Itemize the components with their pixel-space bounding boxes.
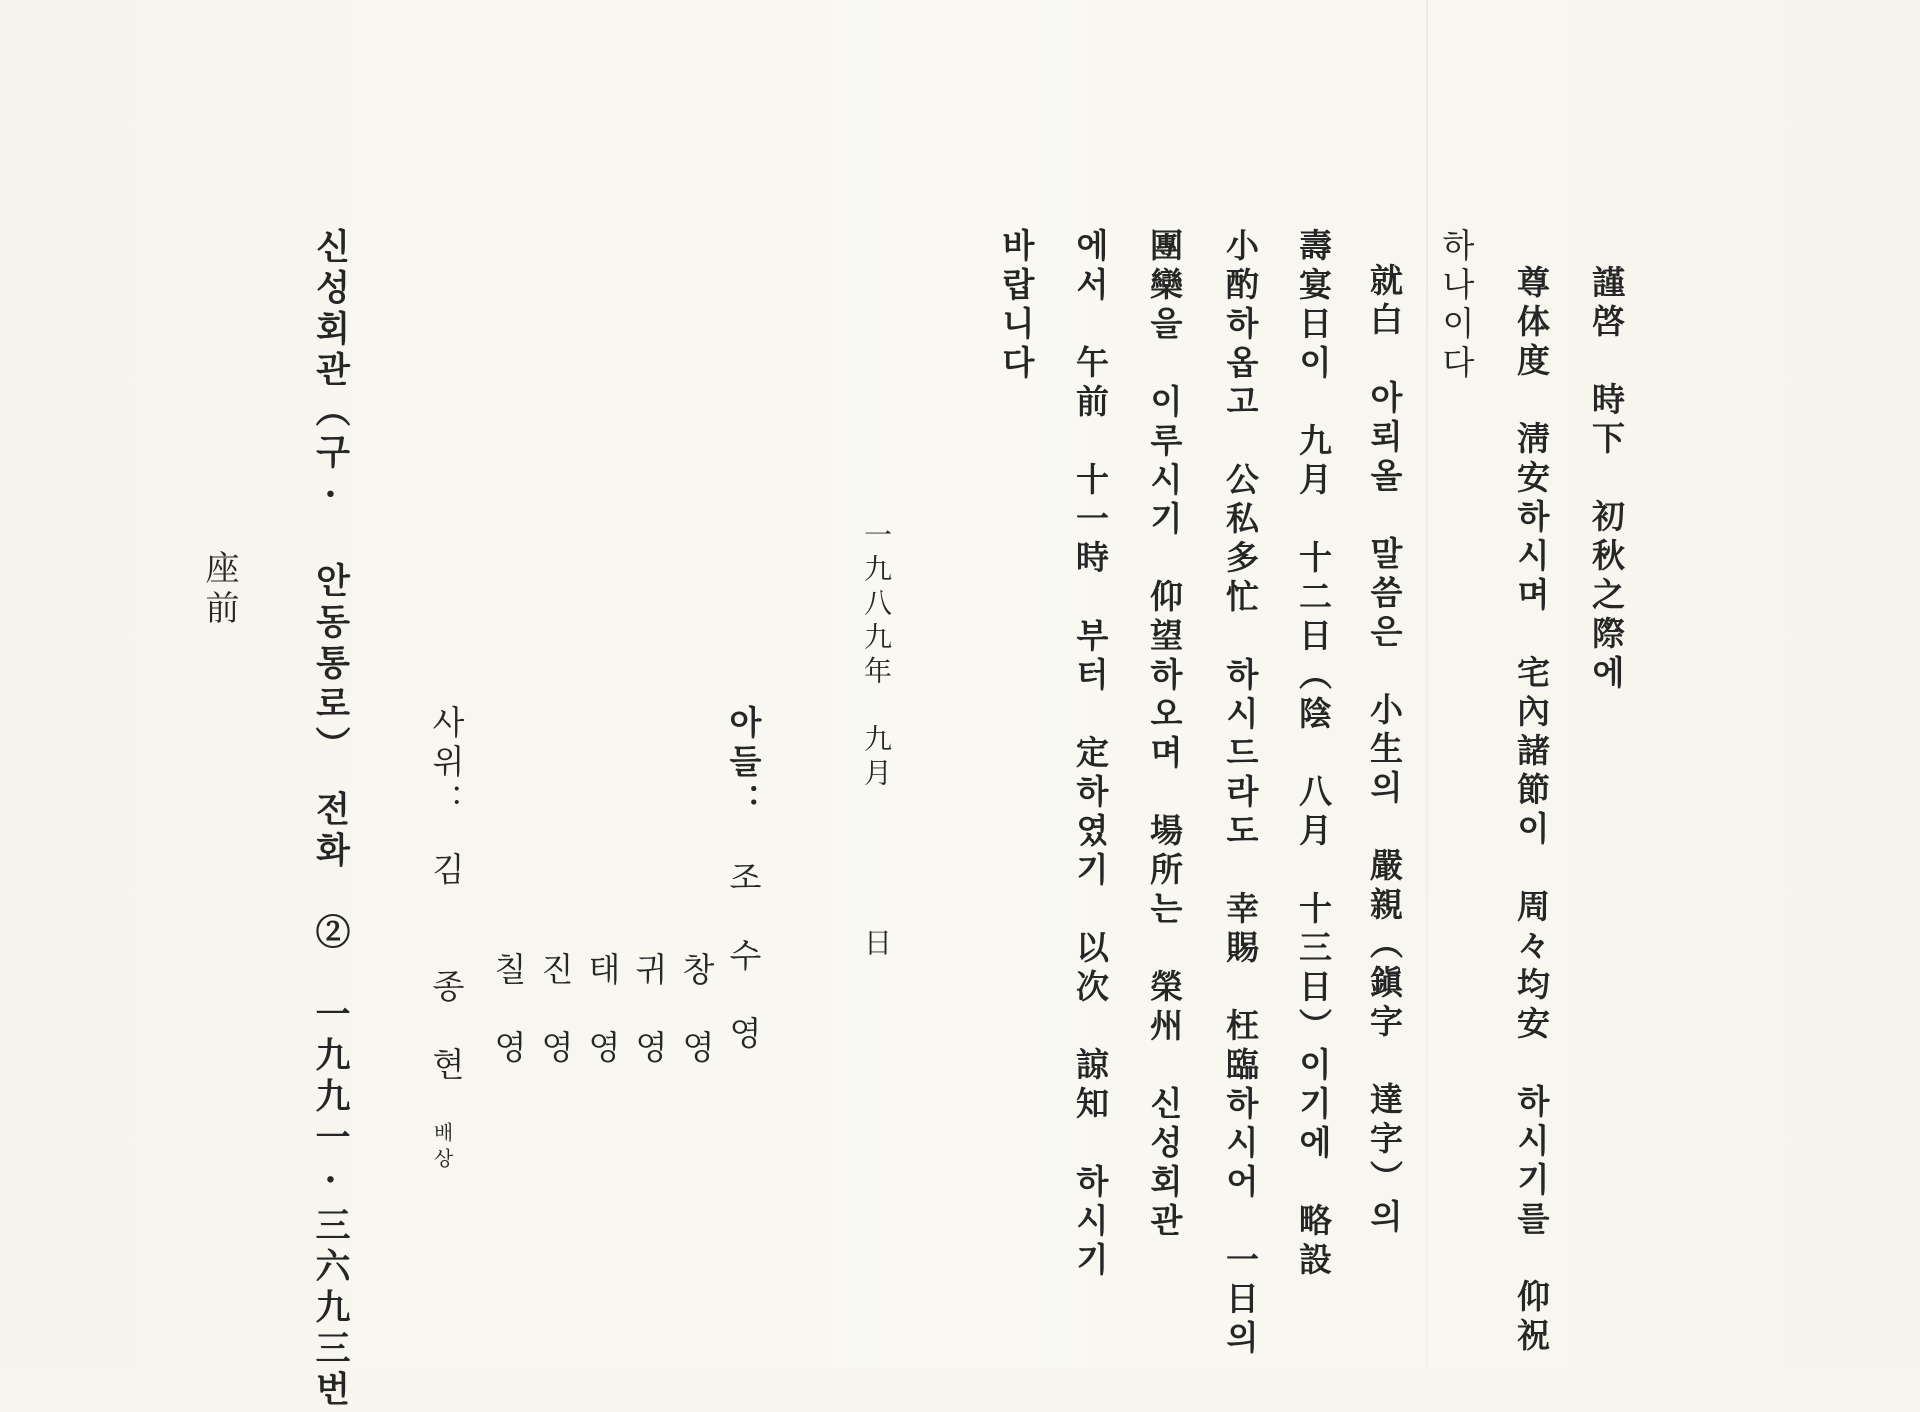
- paper-fold-line: [1426, 0, 1428, 1368]
- son-name-2: 창 영: [677, 952, 716, 1069]
- son-name-1: 조 수 영: [724, 860, 763, 1055]
- salutation: 座前: [199, 550, 239, 630]
- letter-line-4: 就白 아뢰올 말씀은 小生의 嚴親（鎭字 達字）의: [1365, 263, 1404, 1238]
- letter-line-8: 에서 午前 十一時 부터 定하였기 以次 諒知 하시기: [1071, 228, 1110, 1281]
- letter-line-6: 小酌하옵고 公私多忙 하시드라도 幸賜 枉臨하시어 一日의: [1221, 228, 1260, 1359]
- letter-line-2: 尊体度 淸安하시며 宅內諸節이 周々均安 하시기를 仰祝: [1512, 265, 1551, 1357]
- letter-line-9: 바랍니다: [997, 228, 1036, 384]
- soninlaw-name: 김 종 현: [427, 852, 466, 1086]
- letter-line-1: 謹啓 時下 初秋之際에: [1587, 265, 1626, 694]
- son-label: 아들：: [724, 705, 763, 822]
- letter-line-7: 團欒을 이루시기 仰望하오며 場所는 榮州 신성회관: [1145, 228, 1184, 1242]
- soninlaw-label: 사위：: [427, 705, 466, 822]
- letter-line-5: 壽宴日이 九月 十二日（陰 八月 十三日）이기에 略設: [1294, 228, 1333, 1281]
- son-name-5: 진 영: [536, 952, 575, 1069]
- letter-line-3: 하나이다: [1437, 228, 1476, 384]
- son-name-3: 귀 영: [630, 952, 669, 1069]
- letter-date: 一九八九年 九月 日: [860, 520, 893, 962]
- son-name-4: 태 영: [583, 952, 622, 1069]
- venue-line: 신성회관（구· 안동통로） 전화 ② 一九九一·三六九三번: [310, 228, 351, 1412]
- son-name-6: 칠 영: [489, 952, 528, 1069]
- baesang-text: 배상: [430, 1122, 454, 1174]
